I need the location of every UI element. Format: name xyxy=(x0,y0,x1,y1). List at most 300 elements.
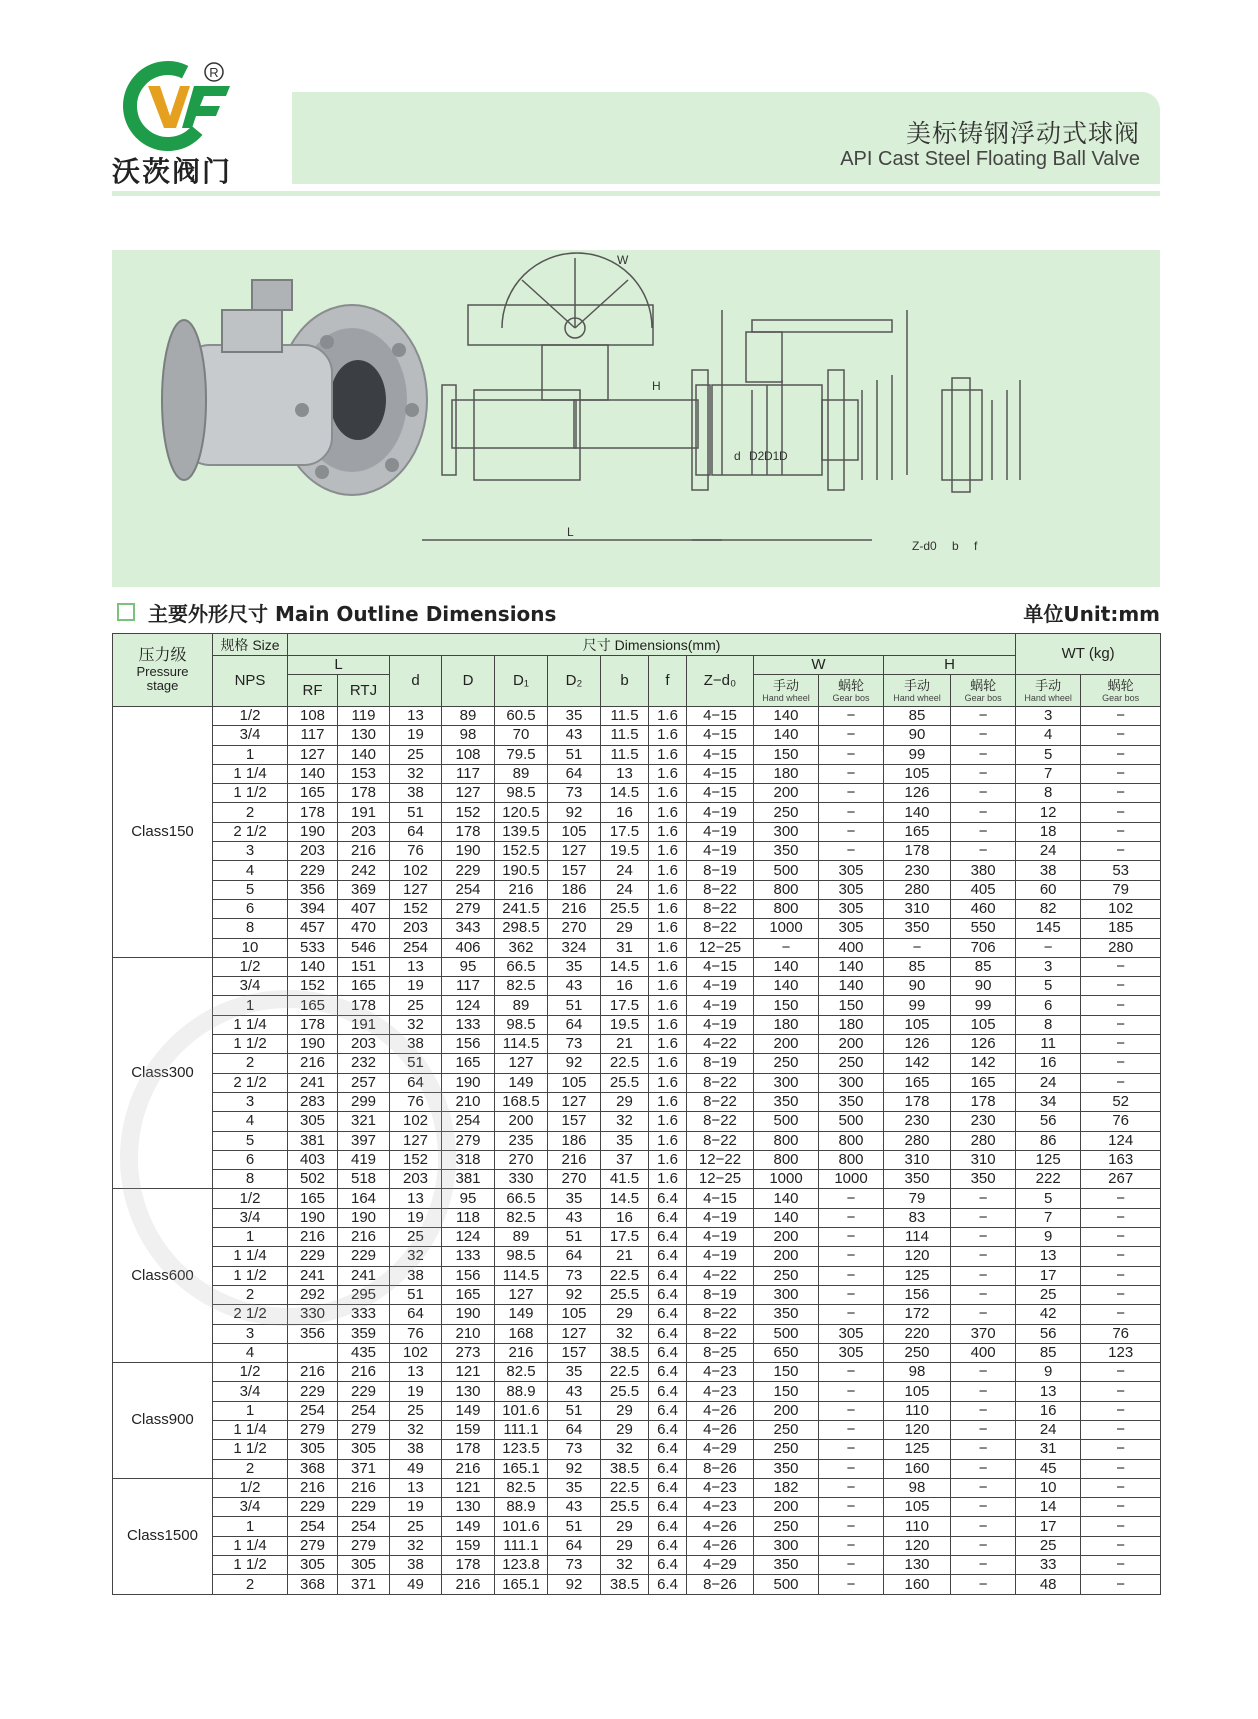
table-cell: 305 xyxy=(819,880,884,899)
table-cell: 92 xyxy=(548,1054,601,1073)
table-cell: − xyxy=(951,1420,1016,1439)
table-cell: 4−19 xyxy=(687,977,754,996)
table-cell: 8 xyxy=(1016,784,1081,803)
table-cell: 6.4 xyxy=(649,1498,687,1517)
table-cell: 280 xyxy=(1081,938,1161,957)
table-cell: 8 xyxy=(1016,1015,1081,1034)
table-cell: 42 xyxy=(1016,1305,1081,1324)
label-L: L xyxy=(567,525,574,539)
table-cell: 19 xyxy=(390,726,442,745)
table-cell: 150 xyxy=(754,996,819,1015)
table-cell: 330 xyxy=(495,1170,548,1189)
table-cell: 12−25 xyxy=(687,938,754,957)
table-cell: 229 xyxy=(442,861,495,880)
table-row xyxy=(113,919,1161,938)
table-cell: 25 xyxy=(390,1401,442,1420)
table-cell: 127 xyxy=(548,1092,601,1111)
table-cell: 89 xyxy=(495,1228,548,1247)
table-cell: 7 xyxy=(1016,1208,1081,1227)
table-cell: − xyxy=(1016,938,1081,957)
table-cell: − xyxy=(819,784,884,803)
table-cell: 216 xyxy=(288,1228,338,1247)
w-hand-en: Hand wheel xyxy=(762,692,810,703)
table-cell: 48 xyxy=(1016,1575,1081,1594)
table-cell: 1000 xyxy=(754,1170,819,1189)
table-cell: 8−25 xyxy=(687,1343,754,1362)
table-cell: 13 xyxy=(390,1189,442,1208)
table-cell: − xyxy=(1081,1363,1161,1382)
table-cell: 305 xyxy=(338,1556,390,1575)
table-cell: 2 xyxy=(213,1575,288,1594)
label-d: d xyxy=(734,449,741,463)
table-cell: 350 xyxy=(819,1092,884,1111)
table-cell: 350 xyxy=(754,1092,819,1111)
table-row xyxy=(113,1112,1161,1131)
pressure-stage-cell: Class150 xyxy=(113,707,213,958)
table-cell: 1/2 xyxy=(213,707,288,726)
table-cell: 82.5 xyxy=(495,1208,548,1227)
header-L: L xyxy=(288,656,390,675)
table-cell: − xyxy=(951,1228,1016,1247)
table-cell: 156 xyxy=(442,1035,495,1054)
table-cell: − xyxy=(951,1440,1016,1459)
table-cell: 29 xyxy=(601,1305,649,1324)
table-cell: 190 xyxy=(442,1305,495,1324)
table-cell: − xyxy=(1081,977,1161,996)
table-cell: 38.5 xyxy=(601,1343,649,1362)
table-cell: 117 xyxy=(288,726,338,745)
table-cell: 139.5 xyxy=(495,822,548,841)
table-cell: 35 xyxy=(548,707,601,726)
table-cell: 16 xyxy=(601,1208,649,1227)
table-row xyxy=(113,899,1161,918)
table-cell: 533 xyxy=(288,938,338,957)
pressure-stage-cell: Class900 xyxy=(113,1363,213,1479)
table-row xyxy=(113,1170,1161,1189)
table-cell: 241 xyxy=(288,1073,338,1092)
table-cell: 350 xyxy=(951,1170,1016,1189)
table-row xyxy=(113,822,1161,841)
table-cell: 24 xyxy=(601,880,649,899)
table-cell: 200 xyxy=(754,1247,819,1266)
table-cell: 56 xyxy=(1016,1324,1081,1343)
table-cell: 159 xyxy=(442,1536,495,1555)
table-cell: − xyxy=(819,842,884,861)
table-cell: 400 xyxy=(951,1343,1016,1362)
table-cell: 8−22 xyxy=(687,1131,754,1150)
table-cell: 152 xyxy=(390,899,442,918)
table-cell: 222 xyxy=(1016,1170,1081,1189)
table-cell: 165 xyxy=(288,784,338,803)
table-cell: 8 xyxy=(213,919,288,938)
table-cell: 800 xyxy=(754,1131,819,1150)
table-cell: 6.4 xyxy=(649,1517,687,1536)
table-cell: 14.5 xyxy=(601,784,649,803)
table-cell: 362 xyxy=(495,938,548,957)
table-cell: 1 xyxy=(213,1228,288,1247)
table-cell: 200 xyxy=(754,784,819,803)
table-cell: 19 xyxy=(390,1208,442,1227)
table-cell: 105 xyxy=(884,1498,951,1517)
table-cell: 1000 xyxy=(754,919,819,938)
table-cell: 165 xyxy=(442,1054,495,1073)
table-cell: 88.9 xyxy=(495,1498,548,1517)
table-cell: 49 xyxy=(390,1459,442,1478)
table-cell: 4 xyxy=(213,861,288,880)
table-cell: 270 xyxy=(548,919,601,938)
table-cell: 123.8 xyxy=(495,1556,548,1575)
table-cell: 254 xyxy=(288,1401,338,1420)
table-cell: 127 xyxy=(390,880,442,899)
header-b: b xyxy=(601,656,649,707)
header-zd0: Z−d₀ xyxy=(687,656,754,707)
table-cell: 4−29 xyxy=(687,1556,754,1575)
table-cell: − xyxy=(1081,1459,1161,1478)
table-cell: 156 xyxy=(884,1285,951,1304)
table-cell: 8 xyxy=(213,1170,288,1189)
table-row xyxy=(113,1498,1161,1517)
table-cell: 3/4 xyxy=(213,1498,288,1517)
table-cell: 4−19 xyxy=(687,996,754,1015)
table-cell: 300 xyxy=(819,1073,884,1092)
table-cell: 102 xyxy=(390,1112,442,1131)
table-cell: 82.5 xyxy=(495,1363,548,1382)
table-cell: 279 xyxy=(288,1420,338,1439)
table-cell: 4−15 xyxy=(687,764,754,783)
section-title: 主要外形尺寸 Main Outline Dimensions xyxy=(148,602,557,626)
table-cell: 279 xyxy=(442,899,495,918)
table-cell: 101.6 xyxy=(495,1401,548,1420)
table-cell: 125 xyxy=(1016,1150,1081,1169)
table-cell: 182 xyxy=(754,1478,819,1497)
table-cell: 178 xyxy=(338,996,390,1015)
header-wt-gear xyxy=(1081,675,1161,707)
table-cell: 1.6 xyxy=(649,899,687,918)
table-cell: 120.5 xyxy=(495,803,548,822)
table-cell: 1.6 xyxy=(649,880,687,899)
table-cell: 279 xyxy=(338,1536,390,1555)
table-cell: 1/2 xyxy=(213,957,288,976)
table-cell: 14.5 xyxy=(601,1189,649,1208)
table-cell: 98 xyxy=(442,726,495,745)
table-cell: 4−15 xyxy=(687,745,754,764)
table-row xyxy=(113,1035,1161,1054)
header-size: 规格 Size xyxy=(213,634,288,656)
table-cell: 6.4 xyxy=(649,1343,687,1362)
table-cell: 29 xyxy=(601,1517,649,1536)
table-cell: 1.6 xyxy=(649,822,687,841)
table-cell: 157 xyxy=(548,1343,601,1362)
table-cell: 3/4 xyxy=(213,726,288,745)
table-cell: 34 xyxy=(1016,1092,1081,1111)
table-cell: 38 xyxy=(390,1035,442,1054)
table-cell: 800 xyxy=(754,1150,819,1169)
table-cell: − xyxy=(819,803,884,822)
table-cell: 2 xyxy=(213,803,288,822)
table-cell: − xyxy=(819,1401,884,1420)
table-cell: 98.5 xyxy=(495,1015,548,1034)
table-cell: 38.5 xyxy=(601,1575,649,1594)
table-cell: 5 xyxy=(1016,977,1081,996)
table-cell: 1 1/2 xyxy=(213,1035,288,1054)
table-cell: 229 xyxy=(288,1247,338,1266)
table-cell: − xyxy=(819,1536,884,1555)
table-row xyxy=(113,861,1161,880)
table-cell: 4−19 xyxy=(687,1015,754,1034)
table-cell: 406 xyxy=(442,938,495,957)
table-cell: − xyxy=(951,1401,1016,1420)
table-cell: 200 xyxy=(495,1112,548,1131)
table-cell: 89 xyxy=(495,996,548,1015)
table-cell: 159 xyxy=(442,1420,495,1439)
table-cell: 1 1/2 xyxy=(213,1266,288,1285)
table-cell: 191 xyxy=(338,803,390,822)
header-w-gear xyxy=(819,675,884,707)
table-cell: 3 xyxy=(1016,707,1081,726)
table-cell: 82.5 xyxy=(495,977,548,996)
table-cell: 124 xyxy=(1081,1131,1161,1150)
wt-gear-cn: 蜗轮 xyxy=(1107,677,1134,693)
table-cell: − xyxy=(884,938,951,957)
table-cell: 2 xyxy=(213,1285,288,1304)
table-cell: − xyxy=(1081,1015,1161,1034)
header-W: W xyxy=(754,656,884,675)
table-cell: 102 xyxy=(390,861,442,880)
label-H: H xyxy=(652,379,661,393)
table-cell: − xyxy=(1081,957,1161,976)
table-cell: 140 xyxy=(754,1189,819,1208)
table-row xyxy=(113,726,1161,745)
table-cell: 6.4 xyxy=(649,1305,687,1324)
table-cell: 25.5 xyxy=(601,1073,649,1092)
table-cell: 371 xyxy=(338,1459,390,1478)
table-cell: 178 xyxy=(288,1015,338,1034)
table-cell: 25.5 xyxy=(601,1382,649,1401)
table-cell: 10 xyxy=(213,938,288,957)
table-cell: 17.5 xyxy=(601,996,649,1015)
table-cell: 133 xyxy=(442,1247,495,1266)
table-cell: 25 xyxy=(390,996,442,1015)
table-cell: 254 xyxy=(442,1112,495,1131)
table-cell: − xyxy=(951,822,1016,841)
table-cell: 6.4 xyxy=(649,1459,687,1478)
table-cell: 300 xyxy=(754,1073,819,1092)
table-cell: 6 xyxy=(213,899,288,918)
table-row xyxy=(113,1247,1161,1266)
table-cell: 229 xyxy=(288,1382,338,1401)
table-cell: 13 xyxy=(1016,1382,1081,1401)
table-cell: 32 xyxy=(390,1015,442,1034)
table-cell: − xyxy=(1081,1401,1161,1420)
table-cell: 4−26 xyxy=(687,1401,754,1420)
gear-operated-drawing xyxy=(422,253,782,540)
table-cell: 37 xyxy=(601,1150,649,1169)
table-cell: 8−26 xyxy=(687,1459,754,1478)
table-cell: 108 xyxy=(442,745,495,764)
table-cell: 369 xyxy=(338,880,390,899)
table-cell: − xyxy=(951,745,1016,764)
table-cell: 254 xyxy=(390,938,442,957)
table-cell: 114 xyxy=(884,1228,951,1247)
table-cell: − xyxy=(819,1440,884,1459)
table-cell: 180 xyxy=(819,1015,884,1034)
table-cell: 164 xyxy=(338,1189,390,1208)
table-cell: 250 xyxy=(754,1420,819,1439)
table-row xyxy=(113,1363,1161,1382)
table-cell: 126 xyxy=(951,1035,1016,1054)
table-cell: 4−15 xyxy=(687,784,754,803)
table-cell: 8−22 xyxy=(687,1324,754,1343)
table-cell: 203 xyxy=(390,919,442,938)
table-cell: 6.4 xyxy=(649,1189,687,1208)
table-cell: 127 xyxy=(442,784,495,803)
table-cell: 140 xyxy=(819,957,884,976)
table-header xyxy=(113,634,1161,707)
table-cell: 1 xyxy=(213,996,288,1015)
table-cell: − xyxy=(1081,1035,1161,1054)
table-cell: 43 xyxy=(548,1208,601,1227)
h-gear-en: Gear bos xyxy=(964,692,1002,703)
table-cell: 151 xyxy=(338,957,390,976)
table-cell: 1.6 xyxy=(649,707,687,726)
table-cell: 120 xyxy=(884,1536,951,1555)
table-cell: 1 1/4 xyxy=(213,1247,288,1266)
table-cell: 4−19 xyxy=(687,1247,754,1266)
table-cell: 190 xyxy=(442,1073,495,1092)
table-cell: 6.4 xyxy=(649,1228,687,1247)
table-cell: 1.6 xyxy=(649,1131,687,1150)
table-cell: − xyxy=(754,938,819,957)
table-cell: − xyxy=(951,842,1016,861)
table-row xyxy=(113,1150,1161,1169)
table-cell: 300 xyxy=(754,822,819,841)
table-cell: 267 xyxy=(1081,1170,1161,1189)
table-cell: 25.5 xyxy=(601,1498,649,1517)
table-cell: 123.5 xyxy=(495,1440,548,1459)
table-cell: 95 xyxy=(442,957,495,976)
header-stage-en2: stage xyxy=(146,678,179,693)
table-cell: 101.6 xyxy=(495,1517,548,1536)
table-cell: 299 xyxy=(338,1092,390,1111)
table-cell: 149 xyxy=(442,1401,495,1420)
table-cell: 140 xyxy=(884,803,951,822)
table-cell: 105 xyxy=(884,1382,951,1401)
table-cell: − xyxy=(819,822,884,841)
table-cell: 150 xyxy=(754,1363,819,1382)
table-cell: 4−26 xyxy=(687,1420,754,1439)
table-cell: 14 xyxy=(1016,1498,1081,1517)
brand-name: 沃茨阀门 xyxy=(112,155,233,188)
table-cell: 6.4 xyxy=(649,1208,687,1227)
table-cell: 98.5 xyxy=(495,784,548,803)
table-cell: 300 xyxy=(754,1285,819,1304)
table-cell: 127 xyxy=(495,1054,548,1073)
table-cell: 257 xyxy=(338,1073,390,1092)
table-row xyxy=(113,1343,1161,1362)
table-cell: 140 xyxy=(288,764,338,783)
table-cell: 333 xyxy=(338,1305,390,1324)
table-cell: 5 xyxy=(1016,1189,1081,1208)
table-cell: 6.4 xyxy=(649,1536,687,1555)
table-cell: − xyxy=(1081,1498,1161,1517)
table-cell: − xyxy=(1081,784,1161,803)
table-row xyxy=(113,1305,1161,1324)
pressure-stage-cell: Class600 xyxy=(113,1189,213,1363)
table-cell: − xyxy=(1081,842,1161,861)
table-cell: 29 xyxy=(601,919,649,938)
table-cell: 4 xyxy=(213,1112,288,1131)
table-cell: 1.6 xyxy=(649,1015,687,1034)
table-cell: 279 xyxy=(338,1420,390,1439)
table-cell: 550 xyxy=(951,919,1016,938)
table-cell: 25 xyxy=(390,1517,442,1536)
section-heading xyxy=(112,598,1160,626)
table-cell: 49 xyxy=(390,1575,442,1594)
table-cell: 1.6 xyxy=(649,1073,687,1092)
table-cell: − xyxy=(1081,1266,1161,1285)
table-cell: 126 xyxy=(884,784,951,803)
header-wt: WT (kg) xyxy=(1016,634,1161,675)
table-cell: 13 xyxy=(1016,1247,1081,1266)
table-cell: 191 xyxy=(338,1015,390,1034)
table-cell: 11.5 xyxy=(601,707,649,726)
table-cell: − xyxy=(1081,745,1161,764)
table-cell: 17 xyxy=(1016,1266,1081,1285)
table-cell: 64 xyxy=(548,764,601,783)
table-cell: 1 1/2 xyxy=(213,1556,288,1575)
table-cell: 16 xyxy=(1016,1054,1081,1073)
table-cell: 12−25 xyxy=(687,1170,754,1189)
table-cell: 31 xyxy=(601,938,649,957)
table-cell: 102 xyxy=(390,1343,442,1362)
table-cell: − xyxy=(1081,1478,1161,1497)
table-cell: 149 xyxy=(495,1073,548,1092)
table-cell: 130 xyxy=(338,726,390,745)
header-nps: NPS xyxy=(213,656,288,707)
table-cell: 32 xyxy=(390,1247,442,1266)
table-cell: 3/4 xyxy=(213,977,288,996)
header-w-hand xyxy=(754,675,819,707)
table-row xyxy=(113,1054,1161,1073)
table-cell: 7 xyxy=(1016,764,1081,783)
table-cell: 305 xyxy=(288,1112,338,1131)
table-cell: 9 xyxy=(1016,1228,1081,1247)
table-cell: 105 xyxy=(884,1015,951,1034)
table-cell: 120 xyxy=(884,1420,951,1439)
table-cell: 85 xyxy=(884,957,951,976)
flange-detail-drawing xyxy=(942,378,1020,492)
table-cell: 343 xyxy=(442,919,495,938)
table-cell: 200 xyxy=(754,1401,819,1420)
table-cell: 22.5 xyxy=(601,1054,649,1073)
table-cell: − xyxy=(951,1517,1016,1536)
table-cell: 43 xyxy=(548,977,601,996)
table-cell: 356 xyxy=(288,880,338,899)
table-cell: 407 xyxy=(338,899,390,918)
table-cell: 8−22 xyxy=(687,919,754,938)
title-cn: 美标铸钢浮动式球阀 xyxy=(905,119,1140,148)
table-row xyxy=(113,1382,1161,1401)
table-cell: 216 xyxy=(442,1575,495,1594)
table-cell: 3 xyxy=(213,1324,288,1343)
table-cell: 368 xyxy=(288,1459,338,1478)
table-cell: 210 xyxy=(442,1324,495,1343)
table-cell: 1.6 xyxy=(649,784,687,803)
table-cell: 51 xyxy=(390,1054,442,1073)
table-cell: 3 xyxy=(1016,957,1081,976)
table-cell: 105 xyxy=(951,1015,1016,1034)
table-cell: 292 xyxy=(288,1285,338,1304)
